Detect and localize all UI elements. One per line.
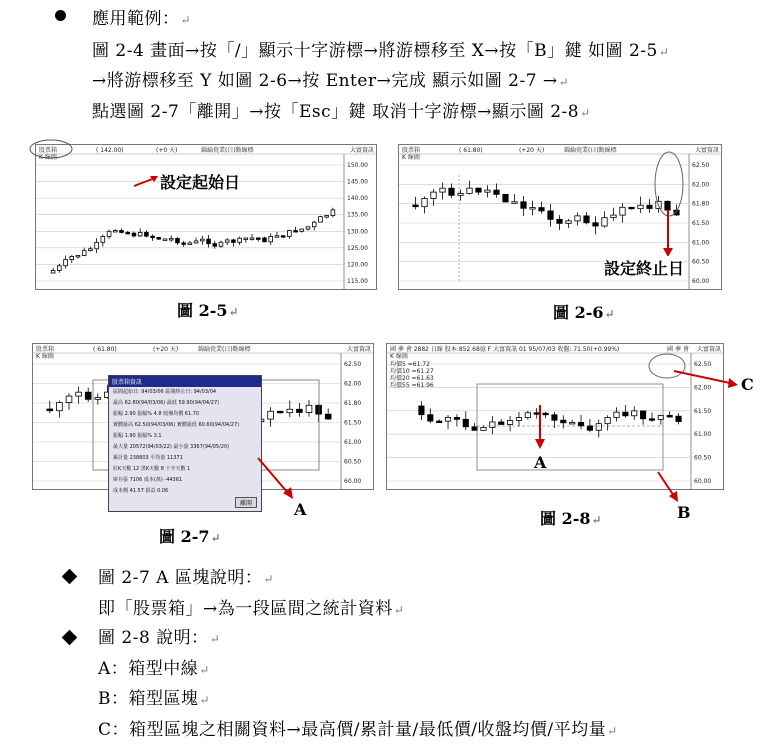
fig26-annotation: 設定終止日: [604, 256, 684, 279]
candle-body: [431, 192, 436, 198]
candle-body: [300, 229, 304, 231]
candle-body: [194, 241, 198, 243]
candle-body: [64, 260, 68, 266]
candle-body: [316, 405, 322, 414]
candle-body: [494, 190, 499, 194]
candle-body: [638, 205, 643, 208]
chart-header-right: 國 夢 會: [667, 346, 689, 353]
fig26-caption: 圖 2-6↵: [553, 303, 615, 322]
candle-body: [219, 242, 223, 246]
candle-body: [325, 414, 331, 419]
candle-body: [507, 420, 512, 424]
chart-header-price: ( 142.00): [96, 147, 124, 154]
dialog-stat-row: 振幅 1.90 振幅% 3.1: [113, 433, 162, 439]
candle-body: [640, 411, 645, 419]
bullet-dot-icon: [55, 10, 66, 21]
y-tick-label: 130.00: [347, 228, 368, 236]
candle-body: [232, 240, 236, 242]
candle-body: [649, 419, 654, 421]
candle-body: [530, 208, 535, 210]
intro-step2: →將游標移至 Y 如圖 2-6→按 Enter→完成 顯示如圖 2-7 →↵: [92, 71, 570, 91]
figure-2-5-chart: [35, 144, 377, 290]
candle-body: [132, 233, 136, 236]
chart-header-days: (+20 天): [519, 147, 545, 154]
candle-body: [268, 411, 274, 419]
candle-body: [623, 412, 628, 416]
y-tick-label: 60.00: [692, 278, 710, 285]
candle-body: [490, 422, 495, 428]
note2-title: 圖 2-8 說明：↵: [98, 628, 221, 648]
stock-box-block: [477, 384, 663, 470]
fig25-caption: 圖 2-5↵: [177, 301, 239, 320]
candle-body: [287, 409, 293, 412]
chart-header-title: 錦綸瓷業(日)點線標: [198, 346, 251, 353]
candle-body: [200, 239, 204, 241]
candle-body: [281, 236, 285, 238]
candle-body: [277, 411, 283, 413]
chart-sub-label: K 線圖: [39, 154, 57, 161]
dialog-stat-row: 區間起始日: 94/03/06 區間終止日: 94/03/04: [113, 389, 217, 395]
y-tick-label: 61.50: [692, 220, 710, 227]
y-tick-label: 62.00: [694, 384, 712, 392]
candle-body: [188, 243, 192, 245]
y-tick-label: 62.00: [344, 380, 362, 388]
y-tick-label: 61.80: [344, 400, 362, 407]
y-tick-label: 62.50: [694, 361, 712, 368]
candle-body: [605, 417, 610, 423]
candle-body: [101, 237, 105, 243]
candle-body: [593, 223, 598, 226]
candle-body: [82, 251, 86, 256]
candle-body: [169, 238, 173, 240]
candle-body: [503, 194, 508, 202]
y-tick-label: 60.50: [344, 458, 362, 466]
chart-header-left: 股票箱: [402, 147, 421, 154]
candle-body: [294, 231, 298, 233]
fig25-annotation: 設定起始日: [160, 173, 241, 192]
y-tick-label: 115.00: [347, 278, 368, 285]
candle-body: [611, 215, 616, 218]
candle-body: [76, 255, 80, 257]
diamond-bullet-icon: [62, 569, 78, 585]
candle-body: [120, 230, 124, 232]
candle-body: [275, 236, 279, 238]
candle-body: [306, 227, 310, 229]
candle-body: [157, 237, 161, 239]
candle-body: [539, 208, 544, 211]
intro-heading: 應用範例：↵: [92, 9, 192, 29]
y-tick-label: 60.50: [692, 258, 710, 266]
exit-button[interactable]: 離開: [235, 497, 257, 508]
candle-body: [620, 207, 625, 215]
candle-body: [213, 244, 217, 247]
candle-body: [570, 422, 575, 424]
candle-body: [76, 392, 82, 396]
fig27-caption: 圖 2-7↵: [159, 527, 221, 546]
fig28-caption: 圖 2-8↵: [540, 509, 602, 528]
candle-body: [472, 427, 477, 431]
candle-body: [312, 222, 316, 227]
diamond-bullet-icon: [62, 630, 78, 646]
ma-label: 均價10 =61.27: [390, 368, 434, 375]
candle-body: [566, 221, 571, 223]
dialog-stat-row: 紅K天數 12 黑K天數 8 十字天數 1: [113, 466, 191, 472]
candle-body: [516, 418, 521, 421]
candle-body: [602, 218, 607, 226]
candle-body: [263, 238, 267, 242]
fig28-annotation-a: A: [534, 453, 547, 472]
candle-body: [145, 232, 149, 236]
note1-body: 即「股票箱」→為一段區間之統計資料↵: [98, 599, 405, 619]
candle-body: [499, 422, 504, 425]
candle-body: [288, 231, 292, 237]
candle-body: [614, 412, 619, 417]
y-tick-label: 61.50: [694, 407, 712, 415]
chart-header-title: 錦綸瓷業(日)點線標: [201, 147, 254, 154]
candle-body: [449, 188, 454, 195]
chart-header-price: ( 61.80): [459, 147, 483, 154]
chart-sub-label: K 線圖: [402, 154, 420, 161]
y-tick-label: 125.00: [347, 244, 368, 252]
ma-label: 均價20 =61.63: [390, 375, 434, 382]
candle-body: [485, 190, 490, 192]
candle-body: [51, 271, 55, 273]
note2-item-a: A：箱型中線↵: [98, 659, 210, 679]
candle-body: [521, 202, 526, 209]
candle-body: [667, 415, 672, 417]
y-tick-label: 61.50: [344, 419, 362, 427]
candle-body: [445, 417, 450, 421]
candle-body: [151, 236, 155, 238]
candle-body: [463, 419, 468, 426]
fig28-arrow-b-icon: [655, 470, 683, 506]
chart-header-corner: 大富資訊: [346, 346, 371, 353]
fig26-arrow-icon: [660, 208, 676, 258]
dialog-stat-row: 累計量 238803 平均量 11371: [113, 455, 183, 461]
candle-body: [676, 416, 681, 421]
candle-body: [250, 238, 254, 240]
note1-title: 圖 2-7 A 區塊說明：↵: [98, 568, 274, 588]
candle-body: [440, 188, 445, 192]
candle-body: [107, 231, 111, 236]
chart-header-left: 國 夢 會 2882 日線 股本:852.68億 F 大富資訊 01 95/07/03 收盤: 71.50(+0.99%): [390, 346, 620, 353]
candle-body: [319, 217, 323, 222]
candle-body: [113, 230, 117, 232]
intro-step3: 點選圖 2-7「離開」→按「Esc」鍵 取消十字游標→顯示圖 2-8↵: [92, 102, 591, 122]
ma-label: 均價5 =61.72: [390, 361, 430, 368]
candle-body: [632, 411, 637, 416]
candle-body: [584, 216, 589, 223]
chart-sub-label: K 線圖: [36, 353, 54, 360]
y-tick-label: 61.00: [692, 239, 710, 247]
candle-body: [225, 240, 229, 242]
chart-header-days: (+0 天): [156, 147, 178, 154]
y-tick-label: 120.00: [347, 261, 368, 269]
fig25-arrow-icon: [130, 170, 162, 190]
candle-body: [525, 413, 530, 418]
candle-body: [269, 236, 273, 241]
candle-body: [138, 232, 142, 235]
y-tick-label: 62.50: [692, 162, 710, 169]
candle-body: [85, 392, 91, 399]
candle-body: [256, 238, 260, 240]
y-tick-label: 60.00: [694, 478, 712, 485]
candle-body: [422, 199, 427, 207]
candle-body: [587, 426, 592, 430]
candle-body: [596, 424, 601, 431]
dialog-stat-row: 最大量 20572(94/03/22) 最小量 3367(94/05/20): [113, 444, 230, 450]
fig25-header-oval: [28, 138, 74, 160]
chart-header-left: 股票箱: [36, 346, 55, 353]
y-tick-label: 60.00: [344, 478, 362, 485]
candle-body: [419, 406, 424, 415]
intro-step1: 圖 2-4 畫面→按「/」顯示十字游標→將游標移至 X→按「B」鍵 如圖 2-5↵: [92, 41, 670, 61]
candle-body: [512, 202, 517, 204]
dialog-stat-row: 振幅 2.90 振幅% 4.8 收盤均價 61.70: [113, 411, 200, 417]
dialog-title: 股票箱資訊: [109, 376, 261, 387]
candle-body: [95, 242, 99, 248]
dialog-stat-row: 實體最高 62.50(94/03/06) 實體最低 60.60(94/04/27): [113, 422, 240, 428]
stock-box-info-dialog: [108, 375, 262, 512]
chart-header-title: 錦綸瓷業(日)點線標: [564, 147, 617, 154]
candle-body: [575, 216, 580, 221]
candle-body: [126, 232, 130, 234]
chart-header-corner: 大富資訊: [694, 147, 719, 154]
candle-body: [428, 415, 433, 421]
candle-body: [57, 403, 63, 411]
chart-header-left: 股票箱: [39, 147, 58, 154]
candle-body: [70, 256, 74, 259]
candle-body: [89, 249, 93, 251]
fig28-arrow-c-icon: [672, 366, 740, 390]
dialog-stat-row: 最高 62.80(94/03/06) 最低 59.90(94/04/27): [113, 400, 220, 406]
fig27-annotation-a: A: [294, 500, 307, 519]
fig28-annotation-b: B: [677, 503, 691, 522]
candle-body: [467, 188, 472, 193]
candle-body: [578, 422, 583, 425]
candle-body: [331, 210, 335, 216]
candle-body: [481, 427, 486, 430]
fig27-arrow-icon: [255, 455, 300, 503]
dialog-stat-row: 成本價 41.57 損益 0.06: [113, 488, 169, 494]
candle-body: [454, 417, 459, 419]
candle-body: [629, 207, 634, 209]
note2-item-c: C：箱型區塊之相關資料→最高價/累計量/最低價/收盤均價/平均量↵: [98, 720, 618, 740]
candle-body: [557, 219, 562, 223]
note2-item-b: B：箱型區塊↵: [98, 689, 211, 709]
candle-body: [66, 396, 72, 402]
y-tick-label: 61.00: [344, 439, 362, 446]
candle-body: [207, 239, 211, 244]
candle-body: [163, 239, 167, 241]
candle-body: [476, 188, 481, 192]
candle-body: [244, 238, 248, 240]
candle-body: [552, 415, 557, 420]
dialog-stat-row: 庫存張 7106 成本(萬) -44361: [113, 477, 183, 483]
candle-body: [176, 238, 180, 242]
candle-body: [306, 405, 312, 412]
candle-body: [182, 243, 186, 245]
y-tick-label: 62.00: [692, 181, 710, 189]
ma-label: 均價55 =61.96: [390, 382, 434, 389]
chart-header-price: ( 61.80): [93, 346, 117, 353]
candle-body: [413, 205, 418, 207]
y-tick-label: 135.00: [347, 211, 368, 219]
chart-sub-label: K 線圖: [390, 353, 408, 360]
chart-header-corner: 大富資訊: [349, 147, 374, 154]
chart-header-days: (+20 天): [153, 346, 179, 353]
y-tick-label: 62.50: [344, 361, 362, 368]
y-tick-label: 145.00: [347, 178, 368, 186]
candle-body: [95, 397, 101, 399]
y-tick-label: 150.00: [347, 162, 368, 169]
candle-body: [437, 421, 442, 423]
y-tick-label: 60.50: [694, 454, 712, 462]
chart-header-corner: 大富資訊: [696, 346, 721, 353]
candle-body: [238, 238, 242, 242]
candle-body: [325, 216, 329, 218]
y-tick-label: 140.00: [347, 195, 368, 203]
fig28-arrow-a-icon: [533, 403, 547, 451]
y-tick-label: 61.00: [694, 431, 712, 439]
y-tick-label: 61.80: [692, 200, 710, 208]
candle-body: [458, 193, 463, 195]
candle-body: [297, 409, 303, 412]
candle-body: [47, 409, 53, 411]
fig28-annotation-c: C: [741, 375, 754, 394]
candle-body: [57, 266, 61, 271]
candle-body: [548, 211, 553, 219]
candle-body: [561, 420, 566, 423]
